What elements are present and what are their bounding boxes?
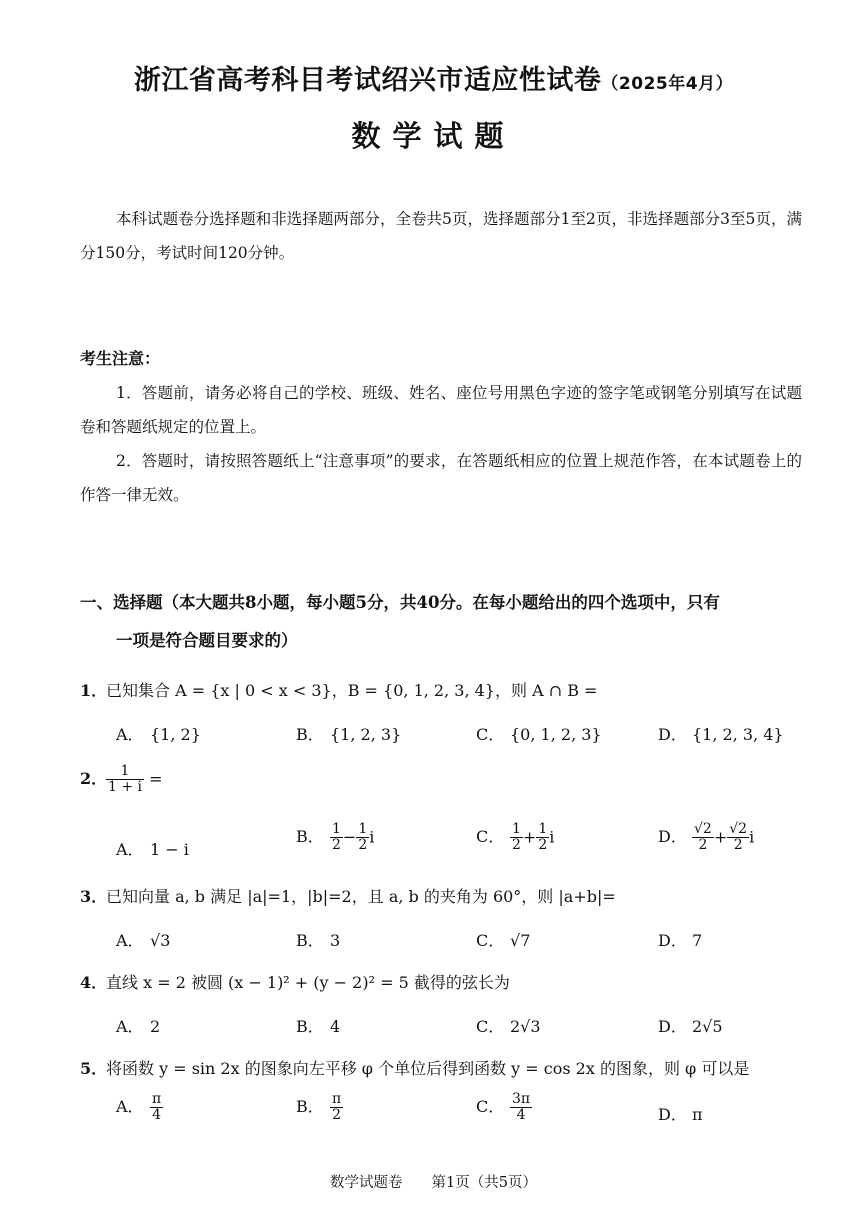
option-text: 2: [150, 1017, 161, 1036]
option-text: √7: [510, 931, 531, 950]
option-letter: B．: [296, 1097, 324, 1117]
option-d: [658, 1014, 723, 1037]
option-operator: +: [713, 827, 728, 847]
option-text: 2√5: [692, 1017, 723, 1036]
fraction-numerator: 1: [512, 821, 521, 837]
option-letter: D．: [658, 1105, 687, 1124]
question-3: [80, 884, 616, 907]
question-stem-tail: =: [149, 769, 163, 789]
option-letter: C．: [476, 931, 505, 950]
option-letter: B．: [296, 931, 324, 950]
option-c: [476, 822, 554, 854]
option-text: 1 − i: [150, 840, 189, 859]
option-d: [658, 822, 754, 854]
fraction-denominator: 2: [512, 837, 521, 854]
question-stem: 将函数 y = sin 2x 的图象向左平移 φ 个单位后得到函数 y = cos 2x 的图象，则 φ 可以是: [106, 1059, 750, 1078]
option-letter: A．: [116, 1097, 144, 1117]
section-heading: [80, 584, 805, 660]
question-number: 3．: [80, 887, 108, 906]
question-2: [80, 764, 163, 796]
exam-subject: 数学试题: [351, 119, 516, 153]
option-c: [476, 1092, 532, 1124]
question-stem: 已知向量 a, b 满足 |a|=1，|b|=2，且 a, b 的夹角为 60°，则 |a+b|=: [106, 887, 616, 906]
question-number: 1．: [80, 681, 108, 700]
option-a: [116, 1014, 160, 1037]
page-footer: 数学试题卷 第1页（共5页）: [330, 1175, 537, 1191]
option-letter: A．: [116, 840, 144, 859]
option-fraction: [150, 1092, 163, 1124]
option-a: [116, 1092, 163, 1124]
section-heading-line1: 一、选择题（本大题共8小题，每小题5分，共40分。在每小题给出的四个选项中，只有: [80, 593, 720, 612]
question-4: [80, 970, 510, 993]
option-imaginary: i: [749, 827, 755, 847]
option-text: 2√3: [510, 1017, 541, 1036]
fraction-denominator: 2: [358, 837, 368, 854]
option-d: [658, 928, 702, 951]
question-number: 5．: [80, 1059, 108, 1078]
intro-paragraph: 本科试题卷分选择题和非选择题两部分，全卷共5页，选择题部分1至2页，非选择题部分3至5页，满分150分，考试时间120分钟。: [80, 210, 802, 262]
notice-item: 2．答题时，请按照答题纸上“注意事项”的要求，在答题纸相应的位置上规范作答，在本试题卷上的作答一律无效。: [80, 452, 802, 504]
option-fraction: [727, 822, 749, 854]
fraction-numerator: √2: [694, 821, 712, 837]
exam-title-text: 浙江省高考科目考试绍兴市适应性试卷: [133, 65, 602, 96]
option-fraction: [330, 822, 343, 854]
question-number: 4．: [80, 973, 108, 992]
option-fraction: [536, 822, 549, 854]
fraction-numerator: π: [332, 1091, 342, 1107]
option-text: 7: [692, 931, 703, 950]
exam-title: [0, 58, 867, 97]
option-c: [476, 928, 530, 951]
option-b: [296, 1014, 340, 1037]
option-text: √3: [150, 931, 171, 950]
fraction-denominator: 1 + i: [108, 779, 143, 796]
option-a: [116, 722, 201, 745]
option-letter: C．: [476, 725, 505, 744]
fraction-numerator: 1: [538, 821, 548, 837]
option-letter: C．: [476, 1097, 505, 1117]
option-a: [116, 837, 189, 860]
exam-date: （2025年4月）: [601, 74, 734, 94]
option-operator: +: [522, 827, 537, 847]
notice-item: 1．答题前，请务必将自己的学校、班级、姓名、座位号用黑色字迹的签字笔或钢笔分别填写在试题卷和答题纸规定的位置上。: [80, 384, 802, 436]
question-5: [80, 1056, 749, 1079]
fraction-numerator: 3π: [512, 1091, 531, 1107]
option-d: [658, 1102, 703, 1125]
fraction-denominator: 2: [698, 837, 708, 854]
section-heading-line2: 一项是符合题目要求的）: [116, 631, 298, 650]
option-text: {0, 1, 2, 3}: [510, 725, 602, 744]
option-text: 4: [330, 1017, 341, 1036]
option-text: {1, 2}: [150, 725, 201, 744]
fraction-numerator: π: [152, 1091, 162, 1107]
option-operator: −: [342, 827, 357, 847]
option-text: {1, 2, 3, 4}: [692, 725, 784, 744]
option-c: [476, 722, 602, 745]
option-fraction: [692, 822, 714, 854]
option-letter: A．: [116, 931, 144, 950]
option-letter: D．: [658, 725, 687, 744]
option-letter: C．: [476, 1017, 505, 1036]
fraction-denominator: 2: [538, 837, 548, 854]
option-letter: C．: [476, 827, 505, 847]
question-fraction: [106, 764, 144, 796]
option-letter: D．: [658, 827, 687, 847]
fraction-numerator: 1: [332, 821, 341, 837]
option-letter: D．: [658, 931, 687, 950]
fraction-denominator: 4: [516, 1107, 526, 1124]
option-fraction: [356, 822, 369, 854]
option-letter: B．: [296, 827, 324, 847]
fraction-numerator: 1: [358, 821, 368, 837]
option-b: [296, 1092, 343, 1124]
option-letter: B．: [296, 725, 324, 744]
option-b: [296, 928, 340, 951]
option-fraction: [330, 1092, 343, 1124]
option-letter: D．: [658, 1017, 687, 1036]
option-fraction: [510, 822, 523, 854]
option-letter: B．: [296, 1017, 324, 1036]
option-letter: A．: [116, 725, 144, 744]
fraction-denominator: 4: [152, 1107, 162, 1124]
option-b: [296, 822, 374, 854]
option-d: [658, 722, 784, 745]
option-text: 3: [330, 931, 341, 950]
fraction-denominator: 2: [332, 1107, 342, 1124]
option-imaginary: i: [549, 827, 555, 847]
option-b: [296, 722, 401, 745]
question-stem: 已知集合 A = {x | 0 < x < 3}，B = {0, 1, 2, 3, 4}，则 A ∩ B =: [106, 681, 598, 700]
option-fraction: [510, 1092, 532, 1124]
question-stem: 直线 x = 2 被圆 (x − 1)² + (y − 2)² = 5 截得的弦长为: [106, 973, 510, 992]
option-imaginary: i: [369, 827, 375, 847]
option-text: {1, 2, 3}: [330, 725, 402, 744]
fraction-numerator: 1: [106, 764, 144, 780]
fraction-denominator: 2: [733, 837, 743, 854]
option-letter: A．: [116, 1017, 144, 1036]
option-text: π: [692, 1105, 703, 1124]
question-1: [80, 678, 597, 701]
option-a: [116, 928, 170, 951]
notice-title: 考生注意：: [80, 349, 161, 368]
question-number: 2．: [80, 769, 108, 789]
fraction-numerator: √2: [729, 821, 748, 837]
option-c: [476, 1014, 541, 1037]
notice-list: [80, 376, 802, 512]
fraction-denominator: 2: [332, 837, 341, 854]
